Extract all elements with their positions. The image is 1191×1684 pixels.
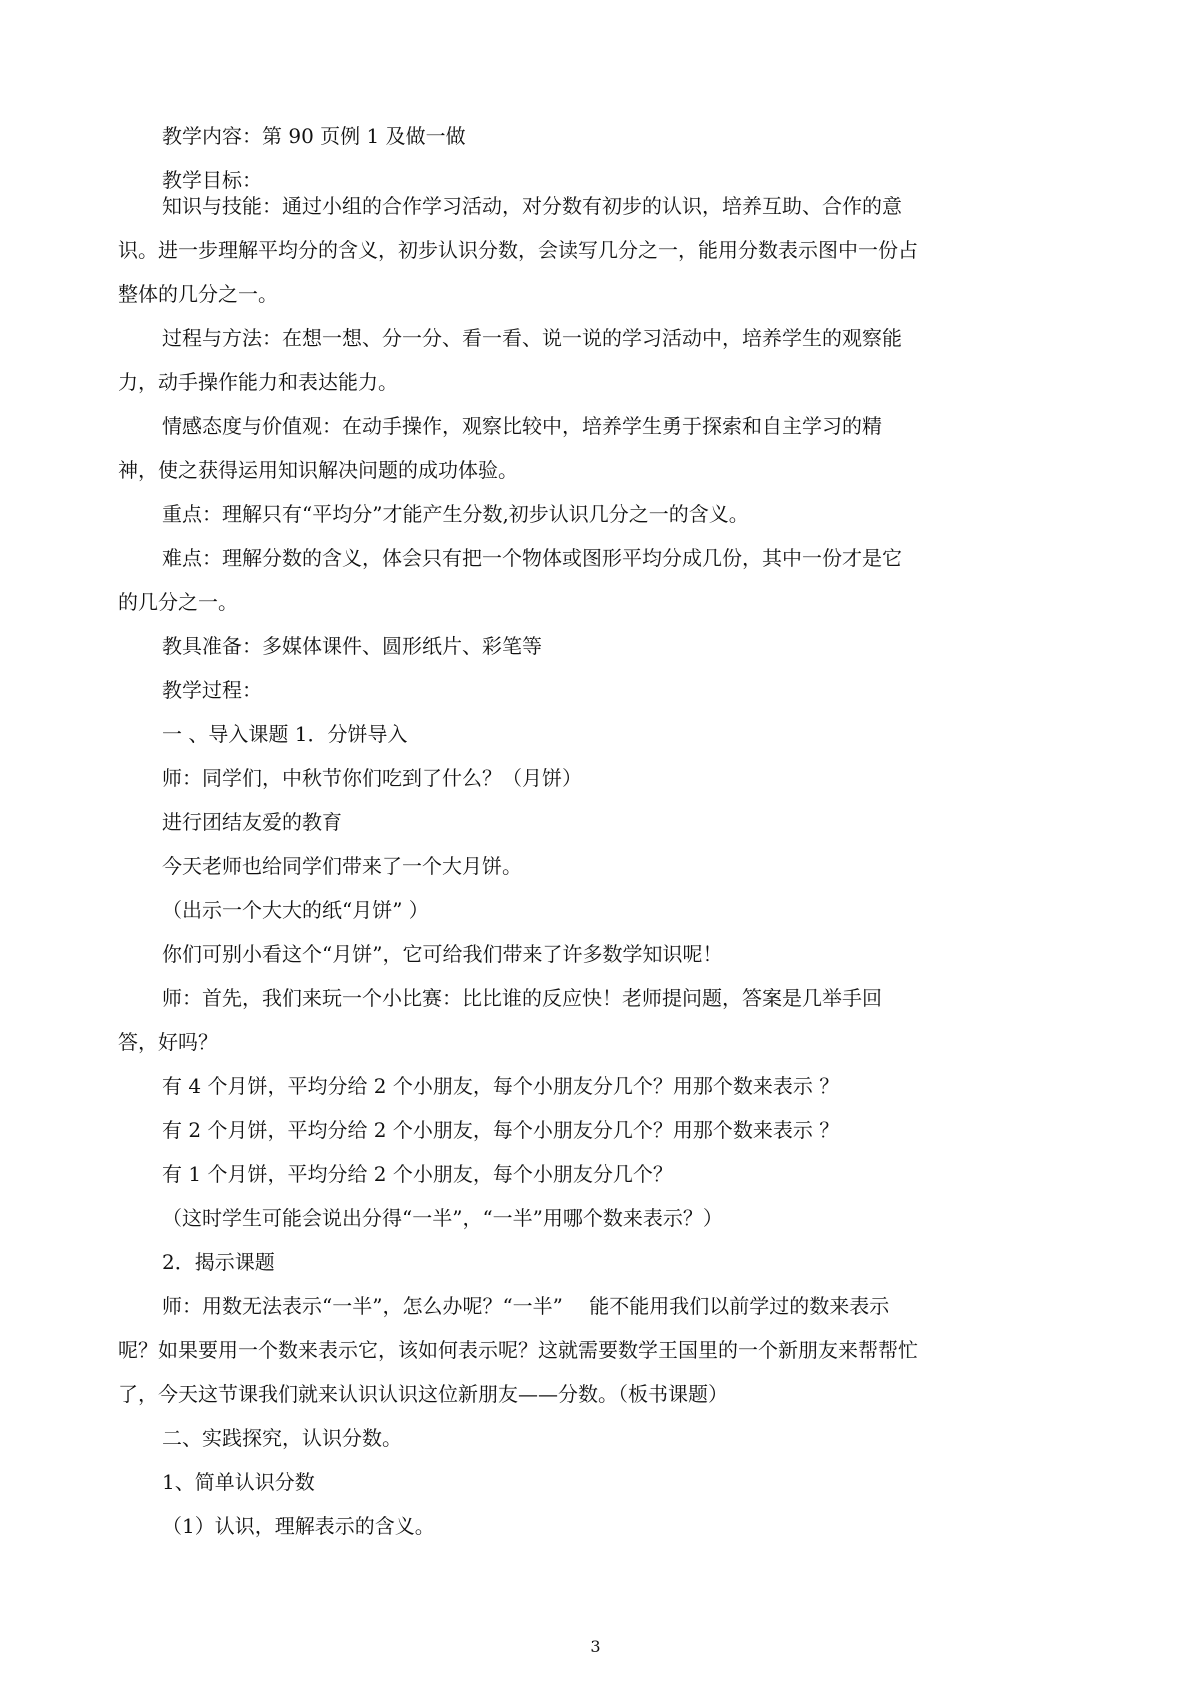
text-line: 你们可别小看这个“月饼”，它可给我们带来了许多数学知识呢！ <box>162 942 723 966</box>
subsection-heading: 1、简单认识分数 <box>162 1470 315 1494</box>
question-line: 有 4 个月饼，平均分给 2 个小朋友，每个小朋友分几个？用那个数来表示 ？ <box>162 1074 840 1098</box>
page-number: 3 <box>590 1637 601 1656</box>
text-line: 进行团结友爱的教育 <box>162 810 342 834</box>
section-2-heading: 二、实践探究，认识分数。 <box>162 1426 402 1450</box>
note-line: （这时学生可能会说出分得“一半”，“一半”用哪个数来表示？） <box>162 1206 723 1230</box>
question-line: 有 2 个月饼，平均分给 2 个小朋友，每个小朋友分几个？用那个数来表示 ？ <box>162 1118 840 1142</box>
subsection-item: （1）认识，理解表示的含义。 <box>162 1514 435 1538</box>
teaching-process-heading: 教学过程： <box>162 678 262 702</box>
reveal-topic-paragraph: 师：用数无法表示“一半”，怎么办呢？“一半” 能不能用我们以前学过的数来表示呢？如果要用一个数来表示它，该如何表示呢？这就需要数学王国里的一个新朋友来帮帮忙了，今天这节课我们就来认识认识这位新朋友——分数。（板书课题） <box>118 1294 918 1406</box>
teaching-content: 教学内容：第 90 页例 1 及做一做 <box>162 124 466 148</box>
competition-paragraph: 师：首先，我们来玩一个小比赛：比比谁的反应快！老师提问题，答案是几举手回答，好吗？ <box>118 986 882 1054</box>
text-line: 今天老师也给同学们带来了一个大月饼。 <box>162 854 522 878</box>
key-point: 重点：理解只有“平均分”才能产生分数,初步认识几分之一的含义。 <box>162 502 749 526</box>
section-1-heading: 一 、导入课题 1．分饼导入 <box>162 722 408 746</box>
knowledge-skills-paragraph: 知识与技能：通过小组的合作学习活动，对分数有初步的认识，培养互助、合作的意识。进一步理解平均分的含义，初步认识分数，会读写几分之一，能用分数表示图中一份占整体的几分之一。 <box>118 194 918 306</box>
subsection-heading: 2．揭示课题 <box>162 1250 275 1274</box>
difficult-point-paragraph: 难点：理解分数的含义，体会只有把一个物体或图形平均分成几份，其中一份才是它的几分之一。 <box>118 546 902 614</box>
emotion-attitude-paragraph: 情感态度与价值观：在动手操作，观察比较中，培养学生勇于探索和自主学习的精神，使之获得运用知识解决问题的成功体验。 <box>118 414 882 482</box>
teaching-aids: 教具准备：多媒体课件、圆形纸片、彩笔等 <box>162 634 542 658</box>
teaching-goals-heading: 教学目标： <box>162 168 262 192</box>
question-line: 有 1 个月饼，平均分给 2 个小朋友，每个小朋友分几个？ <box>162 1162 673 1186</box>
process-method-paragraph: 过程与方法：在想一想、分一分、看一看、说一说的学习活动中，培养学生的观察能力，动手操作能力和表达能力。 <box>118 326 902 394</box>
dialogue-line: 师：同学们，中秋节你们吃到了什么？（月饼） <box>162 766 582 790</box>
text-line: （出示一个大大的纸“月饼” ） <box>162 898 429 922</box>
